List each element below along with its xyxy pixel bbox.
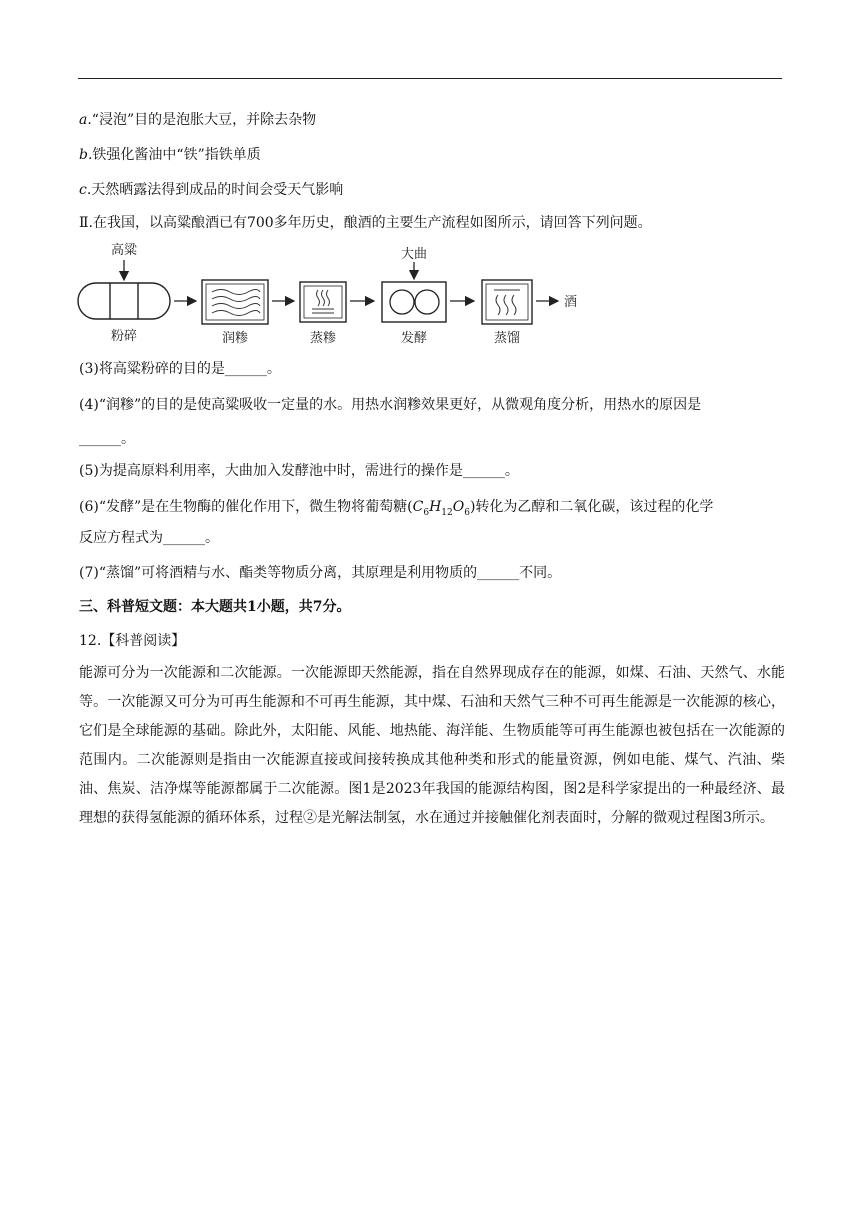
- ferment-icon: [382, 282, 446, 322]
- question-7: (7)“蒸馏”可将酒精与水、酯类等物质分离，其原理是利用物质的______不同。: [79, 565, 562, 581]
- reading-passage: 能源可分为一次能源和二次能源。一次能源即天然能源，指在自然界现成存在的能源，如煤、石油、天然气、水能等。一次能源又可分为可再生能源和不可再生能源，其中煤、石油和天然气三种不可再生能源是一次能源的核心，它们是全球能源的基础。除此外，太阳能、风能、地热能、海洋能、生物质能等可再生能源也被包括在一次能源的范围内。二次能源则是指由一次能源直接或间接转换成其他种类和形式的能量资源，例如电能、煤气、汽油、柴油、焦炭、洁净煤等能源都属于二次能源。图1是2023年我国的能源结构图，图2是科学家提出的一种最经济、最理想的获得氢能源的循环体系，过程②是光解法制氢，水在通过并接触催化剂表面时，分解的微观过程图3所示。: [79, 665, 785, 826]
- question-3: (3)将高粱粉碎的目的是______。: [79, 361, 281, 377]
- brewing-flow-diagram: [70, 236, 610, 354]
- question-6-pre: (6)“发酵”是在生物酶的催化作用下，微生物将葡萄糖(: [79, 499, 413, 515]
- option-a: [79, 110, 316, 130]
- step-crush-label: 粉碎: [110, 329, 138, 344]
- step-steam-label: 蒸糁: [309, 331, 337, 346]
- option-text: 天然晒露法得到成品的时间会受天气影响: [91, 182, 344, 198]
- question-5: (5)为提高原料利用率，大曲加入发酵池中时，需进行的操作是______。: [79, 463, 519, 479]
- question-4-line2: ______。: [79, 431, 135, 447]
- section3-heading: 三、科普短文题：本大题共1小题，共7分。: [79, 599, 351, 615]
- question-4-line1: (4)“润糁”的目的是使高粱吸收一定量的水。用热水润糁效果更好，从微观角度分析，用热水的原因是: [79, 397, 702, 413]
- option-letter: a.: [79, 112, 92, 128]
- steam-icon: [300, 282, 346, 322]
- input-daqu-label: 大曲: [400, 247, 428, 262]
- input-sorghum-label: 高粱: [110, 243, 138, 258]
- glucose-formula: $C_6H_{12}O_6$: [412, 499, 470, 518]
- option-b: [79, 145, 261, 165]
- question-6-post: )转化为乙醇和二氧化碳，该过程的化学: [469, 499, 714, 515]
- distill-icon: [482, 280, 532, 324]
- crusher-icon: [78, 283, 170, 319]
- option-letter: c.: [79, 182, 92, 198]
- header-rule: [78, 78, 782, 79]
- step-moisten-label: 润糁: [221, 331, 249, 346]
- question-6-line1: [79, 497, 713, 523]
- step-distill-label: 蒸馏: [493, 331, 521, 346]
- option-c: [79, 180, 343, 200]
- step-ferment-label: 发酵: [400, 331, 428, 346]
- section2-intro: Ⅱ.在我国，以高粱酿酒已有700多年历史，酿酒的主要生产流程如图所示，请回答下列问题。: [79, 215, 652, 231]
- question-12-title: 12.【科普阅读】: [79, 633, 186, 649]
- option-letter: b.: [79, 147, 93, 163]
- output-liquor-label: 酒: [564, 295, 578, 310]
- moisten-icon: [202, 280, 268, 324]
- question-6-line2: 反应方程式为______。: [79, 530, 219, 546]
- option-text: 铁强化酱油中“铁”指铁单质: [92, 147, 261, 163]
- option-text: “浸泡”目的是泡胀大豆，并除去杂物: [91, 112, 317, 128]
